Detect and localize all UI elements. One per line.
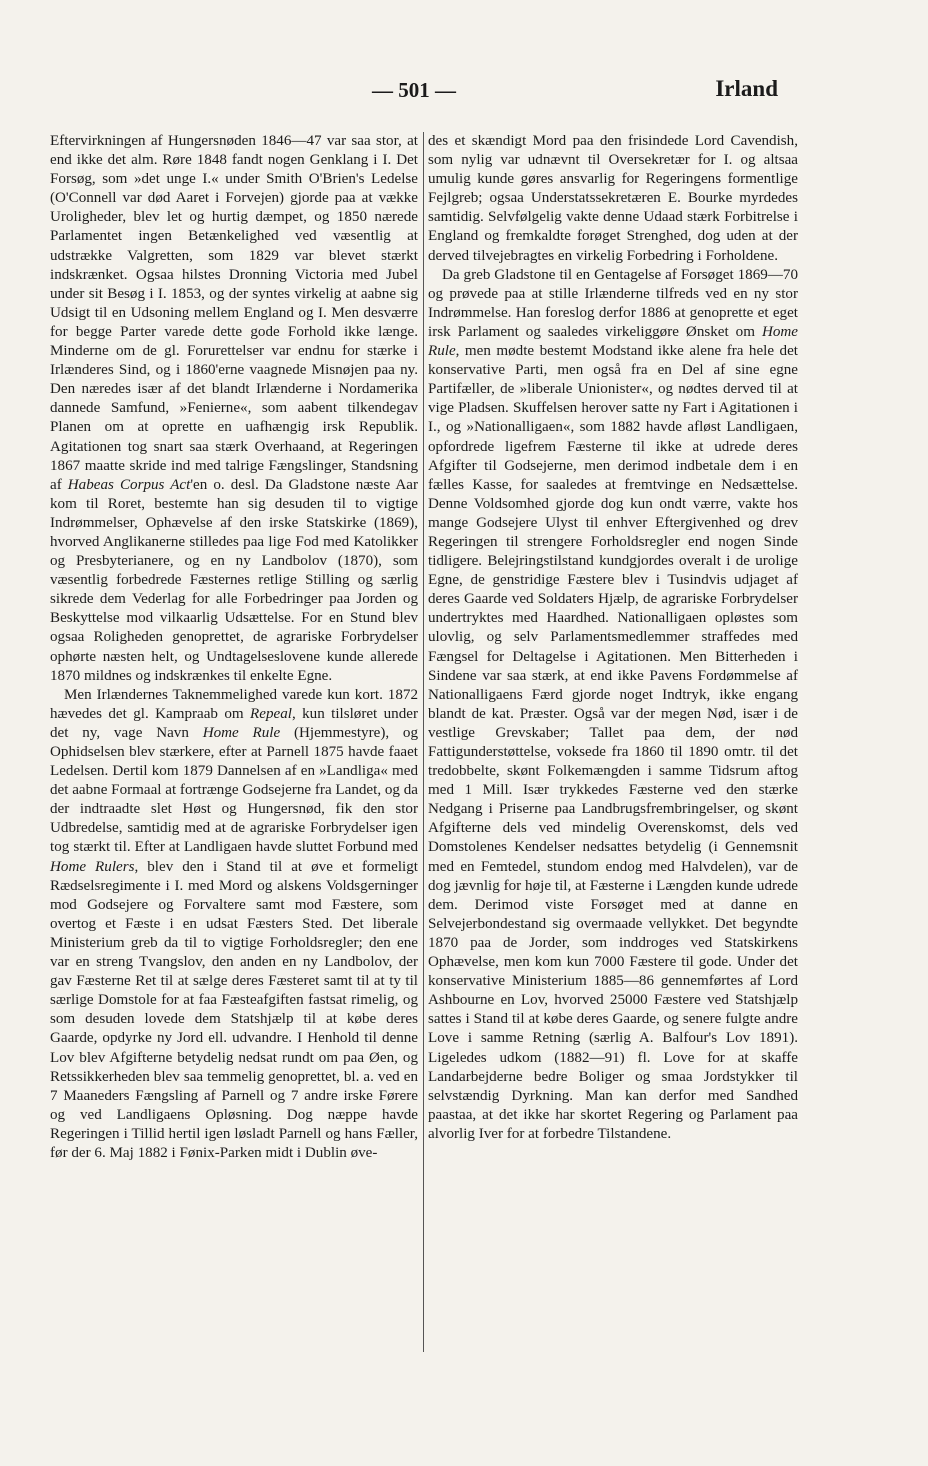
paragraph: Da greb Gladstone til en Gentagelse af Forsøget 1869—70 og prøvede paa at stille Irlænderne tilfreds ved en ny stor Indrømmelse. Han foreslog derfor 1886 at genoprette et eget irsk Parlament og saaledes virkeliggøre Ønsket om Home Rule, men mødte bestemt Modstand ikke alene fra hele det konservative Parti, men også fra en Del af sine egne Partifæller, de »liberale Unionister«, og nødtes derved til at vige Pladsen. Skuffelsen herover satte ny Fart i Agitationen i I., og »Nationalligaen«, som 1882 havde afløst Landligaen, opfordrede ligefrem Fæsterne til ikke at udrede deres Afgifter til Godsejerne, men derimod indbetale dem i en fælles Kasse, for saaledes at fremtvinge en Nedsættelse. Denne Voldsomhed gjorde dog kun ondt værre, vakte hos mange Godsejere Ulyst til enhver Eftergivenhed og drev Regeringen til strengere Forholdsregler end nogen Sinde tidligere. Belejringstilstand kundgjordes overalt i de urolige Egne, de genstridige Fæstere blev i Tusindvis udjaget af deres Gaarde ved Soldaters Hjælp, de agrariske Forbrydelser undertryktes med Haardhed. Nationalligaen opløstes som ulovlig, og selv Parlamentsmedlemmer straffedes med Fængsel for Deltagelse i Agitationen. Men Bitterheden i Sindene var saa stærk, at end ikke Pavens Fordømmelse af Nationalligaens Færd gjorde noget Indtryk, ikke engang blandt de kat. Præster. Også var der megen Nød, især i de vestlige Grevskaber; Tallet paa dem, der nød Fattigunderstøttelse, voksede fra 1860 til 1890 omtr. til det tredobbelte, skønt Folkemængden i samme Tidsrum aftog med 1 Mill. Især trykkedes Fæsterne ved den stærke Nedgang i Priserne paa Landbrugsfrembringelser, og skønt Afgifterne dels ved mindelig Overenskomst, dels ved Domstolenes Kendelser nedsattes betydelig (i Gennemsnit med en Femtedel, stundom endog med Halvdelen), var de dog jævnlig for høje til, at Fæsterne i Længden kunde udrede dem. Derimod viste Forsøget med at danne en Selvejerbondestand sig overmaade vellykket. Det begyndte 1870 paa de Jorder, som inddroges ved Statskirkens Ophævelse, men kom kun 7000 Fæstere til gode. Under det konservative Ministerium 1885—86 gennemførtes af Lord Ashbourne en Lov, hvorved 25000 Fæstere ved Statshjælp sattes i Stand til at købe deres Gaarde, og senere fulgte andre Love i samme Retning (særlig A. Balfour's Lov 1891). Ligeledes udkom (1882—91) fl. Love for at skaffe Landarbejderne bedre Boliger og smaa Jordstykker til selvstændig Dyrkning. Man kan derfor med Sandhed paastaa, at det ikke har skortet Regering og Parlament paa alvorlig Iver for at forbedre Tilstandene. bbox=[428, 266, 798, 1142]
column-divider bbox=[423, 132, 424, 1352]
left-column bbox=[50, 132, 418, 1163]
running-head: Irland bbox=[715, 76, 778, 101]
page-number: — 501 — bbox=[372, 78, 456, 102]
paragraph: Eftervirkningen af Hungersnøden 1846—47 var saa stor, at end ikke det alm. Røre 1848 fandt nogen Genklang i I. Det Forsøg, som »det unge I.« under Smith O'Brien's Ledelse (O'Connell var død Aaret i Forvejen) gjorde paa at vække Uroligheder, blev let og hurtig dæmpet, og 1850 nærede Parlamentet ingen Betænkelighed ved væsentlig at udstrække Valgretten, som 1829 var blevet stærkt indskrænket. Ogsaa hilstes Dronning Victoria med Jubel under sit Besøg i I. 1853, og der syntes virkelig at aabne sig Udsigt til en Udsoning mellem England og I. Men desværre for begge Parter varede dette gode Forhold ikke længe. Minderne om de gl. Forurettelser var endnu for stærke i Irlænderes Sind, og i 1860'erne vaagnede Misnøjen paa ny. Den næredes især af det blandt Irlænderne i Nordamerika dannede Samfund, »Fenierne«, som aabent tilkendegav Planen om at oprette en uafhængig irsk Republik. Agitationen tog snart saa stærk Overhaand, at Regeringen 1867 maatte skride ind med talrige Fængslinger, Standsning af Habeas Corpus Act'en o. desl. Da Gladstone næste Aar kom til Roret, bestemte han sig desuden til to vigtige Indrømmelser, Ophævelse af den irske Statskirke (1869), hvorved Anglikanerne stilledes paa lige Fod med Katolikker og Presbyterianere, og en ny Landbolov (1870), som væsentlig forbedrede Fæsternes retlige Stilling og særlig sikrede dem Vederlag for alle Forbedringer paa Jorden og Beskyttelse mod vilkaarlig Udsættelse. For en Stund blev ogsaa Roligheden genoprettet, de agrariske Forbrydelser ophørte næsten helt, og Undtagelseslovene kunde allerede 1870 mildnes og indskrænkes til enkelte Egne. bbox=[50, 133, 418, 684]
right-column bbox=[428, 132, 798, 1144]
paragraph: Men Irlændernes Taknemmelighed varede kun kort. 1872 hævedes det gl. Kampraab om Repeal, kun tilsløret under det ny, vage Navn Home Rule (Hjemmestyre), og Ophidselsen blev stærkere, efter at Parnell 1875 havde faaet Ledelsen. Dertil kom 1879 Dannelsen af en »Landliga« med det aabne Formaal at fortrænge Godsejerne fra Landet, og da der indtraadte slet Høst og Hungersnød, fik den stor Udbredelse, samtidig med at de agrariske Forbrydelser igen tog stærkt til. Efter at Landligaen havde sluttet Forbund med Home Rulers, blev den i Stand til at øve et formeligt Rædselsregimente i I. med Mord og alskens Voldsgerninger mod Godsejere og Forvaltere samt mod Fæstere, som overtog et Fæste i en udsat Fæsters Sted. Det liberale Ministerium greb da til to vigtige Forholdsregler; den ene var en streng Tvangslov, den anden en ny Landbolov, der gav Fæsterne Ret til at sælge deres Fæsteret samt til at ty til særlige Domstole for at faa Fæsteafgiften fastsat rimelig, og som desuden lovede dem Statshjælp til at købe deres Gaarde, opdyrke ny Jord ell. udvandre. I Henhold til denne Lov blev Afgifterne betydelig nedsat rundt om paa Øen, og Retssikkerheden blev saa temmelig genoprettet, bl. a. ved en 7 Maaneders Fængsling af Parnell og 7 andre irske Førere og ved Landligaens Opløsning. Dog næppe havde Regeringen i Tillid hertil igen løsladt Parnell og hans Fæller, før der 6. Maj 1882 i Fønix-Parken midt i Dublin øve- bbox=[50, 686, 419, 1161]
paragraph: des et skændigt Mord paa den frisindede Lord Cavendish, som nylig var udnævnt til Oversekretær for I. og altsaa umulig kunde gøres ansvarlig for Regeringens formentlige Fejlgreb; ogsaa Understatssekretæren E. Bourke myrdedes samtidig. Selvfølgelig vakte denne Udaad stærk Forbitrelse i England og fremkaldte forøget Strenghed, dog uden at der derved tilvejebragtes en virkelig Forbedring i Forholdene. bbox=[428, 133, 798, 264]
page-header bbox=[220, 78, 780, 108]
